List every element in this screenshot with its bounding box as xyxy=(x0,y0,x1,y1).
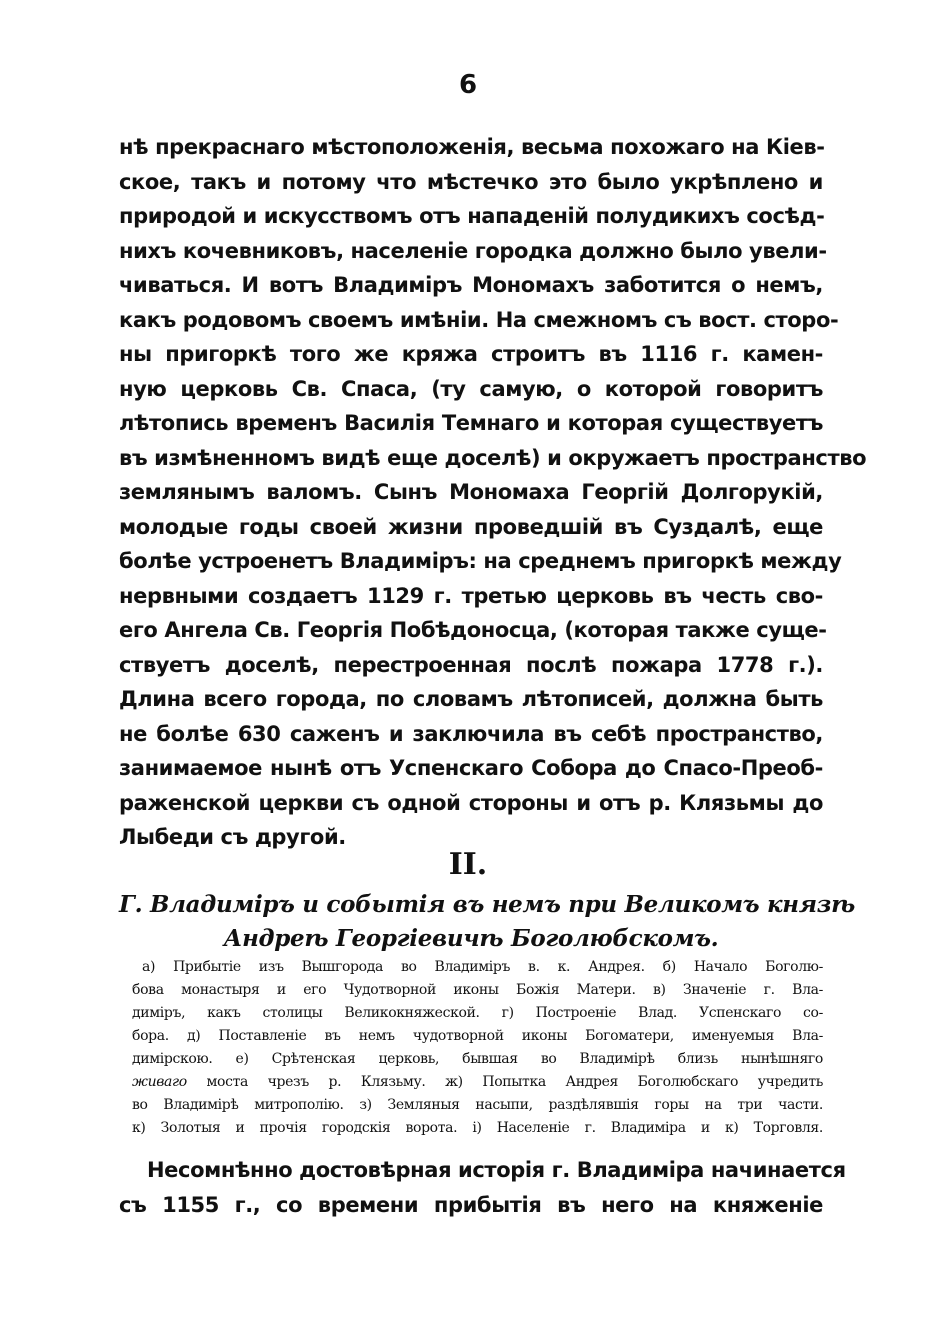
chapter-summary xyxy=(132,956,823,1140)
paragraph-1-line: природой и искусствомъ отъ нападеній полудикихъ сосѣд- xyxy=(119,204,825,228)
paragraph-1-line: Длина всего города, по словамъ лѣтописей, должна быть xyxy=(119,687,823,711)
paragraph-1-line: нихъ кочевниковъ, населеніе городка должно было увели- xyxy=(119,238,827,263)
paragraph-1-line: ную церковь Св. Спаса, (ту самую, о которой говоритъ xyxy=(119,376,823,401)
paragraph-1-line: нѣ прекраснаго мѣстоположенія, весьма похожаго на Кіев- xyxy=(119,135,825,159)
paragraph-1-line: землянымъ валомъ. Сынъ Мономаха Георгій Долгорукій, xyxy=(119,480,823,504)
chapter-title xyxy=(119,888,855,956)
paragraph-1-line: молодые годы своей жизни проведшій въ Суздалѣ, еще xyxy=(119,514,823,539)
paragraph-1-line: какъ родовомъ своемъ имѣніи. На смежномъ съ вост. сторо- xyxy=(119,307,839,332)
paragraph-1-line: ское, такъ и потому что мѣстечко это было укрѣплено и xyxy=(119,169,823,194)
paragraph-1-line: въ измѣненномъ видѣ еще доселѣ) и окружаетъ пространство xyxy=(119,445,867,470)
paragraph-1-line: ны пригоркѣ того же кряжа строитъ въ 1116 г. камен- xyxy=(119,342,823,366)
paragraph-2 xyxy=(119,1153,846,1222)
summary-line: во Владимірѣ митрополію. з) Земляныя насыпи, раздѣлявшія горы на три части. xyxy=(132,1097,823,1113)
paragraph-1-line: лѣтопись временъ Василія Темнаго и которая существуетъ xyxy=(119,411,823,435)
summary-line: бова монастыря и его Чудотворной иконы Божія Матери. в) Значеніе г. Вла- xyxy=(132,982,823,998)
paragraph-1-line: его Ангела Св. Георгія Побѣдоносца, (которая также суще- xyxy=(119,618,827,642)
summary-line: а) Прибытіе изъ Вышгорода во Владиміръ в. к. Андрея. б) Начало Боголю- xyxy=(142,959,823,975)
paragraph-1-line: Лыбеди съ другой. xyxy=(119,825,346,849)
summary-line: бора. д) Поставленіе въ немъ чудотворной иконы Богоматери, именуемыя Вла- xyxy=(132,1028,823,1044)
paragraph-1-line: ствуетъ доселѣ, перестроенная послѣ пожара 1778 г.). xyxy=(119,652,823,677)
summary-line: димірскою. е) Срѣтенская церковь, бывшая во Владимірѣ близь нынѣшняго xyxy=(132,1051,823,1067)
chapter-title-line-1: Г. Владиміръ и событія въ немъ при Великомъ князѣ xyxy=(119,891,855,918)
summary-line: к) Золотыя и прочія городскія ворота. і) Населеніе г. Владиміра и к) Торговля. xyxy=(132,1120,823,1136)
paragraph-2-line: съ 1155 г., со времени прибытія въ него на княженіе xyxy=(119,1192,823,1217)
summary-line-6 xyxy=(132,1071,823,1094)
paragraph-2-line: Несомнѣнно достовѣрная исторія г. Владиміра начинается xyxy=(147,1158,846,1182)
summary-line-6-rest: моста чрезъ р. Клязьму. ж) Попытка Андрея Боголюбскаго учредить xyxy=(186,1074,823,1090)
page-number: 6 xyxy=(458,70,478,100)
paragraph-1-line: не болѣе 630 саженъ и заключила въ себѣ пространство, xyxy=(119,721,823,746)
chapter-title-line-2: Андреѣ Георгіевичѣ Боголюбскомъ. xyxy=(223,925,719,952)
summary-italic-word: живаго xyxy=(132,1074,187,1090)
paragraph-1-line: раженской церкви съ одной стороны и отъ р. Клязьмы до xyxy=(119,790,823,815)
paragraph-1-line: нервными создаетъ 1129 г. третью церковь въ честь сво- xyxy=(119,583,823,608)
paragraph-1-line: чиваться. И вотъ Владиміръ Мономахъ заботится о немъ, xyxy=(119,273,823,297)
paragraph-1-line: болѣе устроенетъ Владиміръ: на среднемъ пригоркѣ между xyxy=(119,549,842,573)
section-numeral: II. xyxy=(448,847,488,882)
summary-line: диміръ, какъ столицы Великокняжеской. г) Построеніе Влад. Успенскаго со- xyxy=(132,1005,823,1021)
paragraph-1 xyxy=(119,130,867,855)
paragraph-1-line: занимаемое нынѣ отъ Успенскаго Собора до Спасо-Преоб- xyxy=(119,756,823,780)
